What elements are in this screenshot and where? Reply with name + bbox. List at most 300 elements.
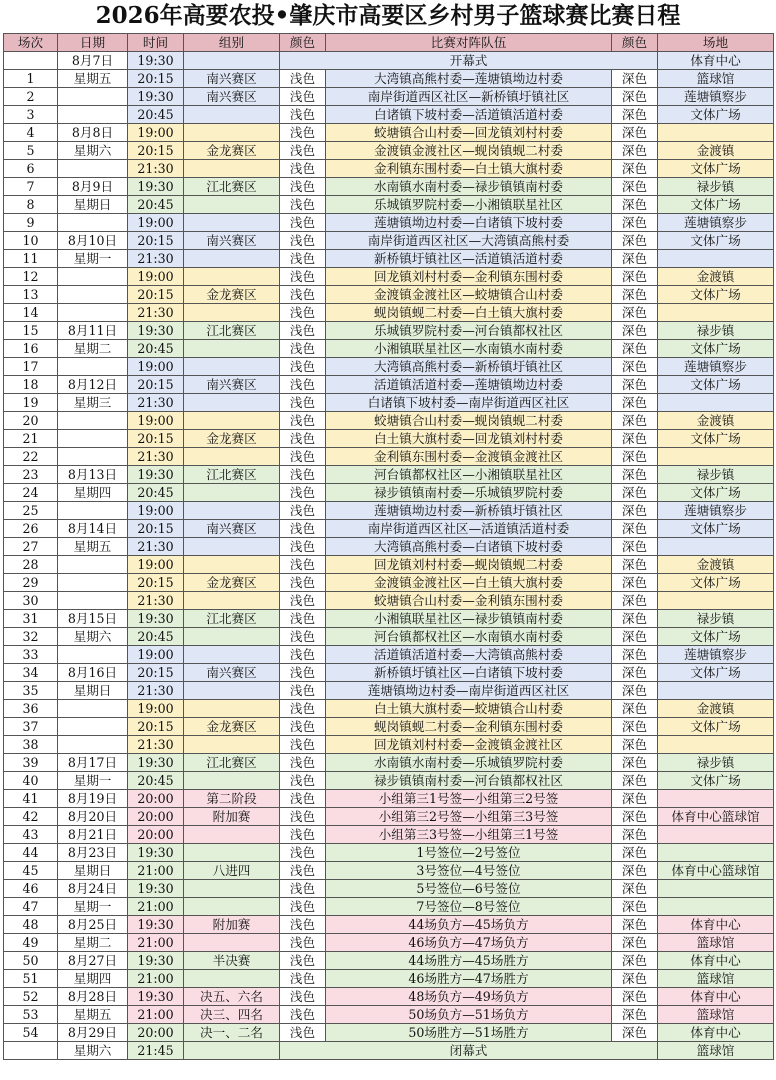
cell-group xyxy=(184,502,280,520)
cell-time: 21:30 xyxy=(128,736,184,754)
cell-group xyxy=(184,682,280,700)
cell-color-away: 深色 xyxy=(612,304,658,322)
cell-group xyxy=(184,970,280,988)
cell-group xyxy=(184,358,280,376)
cell-group: 第二阶段 xyxy=(184,790,280,808)
cell-time: 19:30 xyxy=(128,880,184,898)
cell-match-no: 46 xyxy=(4,880,58,898)
cell-color-home: 浅色 xyxy=(280,736,326,754)
cell-match-no: 48 xyxy=(4,916,58,934)
cell-date xyxy=(58,502,128,520)
cell-time: 19:00 xyxy=(128,268,184,286)
cell-matchup: 莲塘镇坳边村委—新桥镇圩镇社区 xyxy=(326,502,612,520)
cell-group xyxy=(184,592,280,610)
cell-date: 8月21日 xyxy=(58,826,128,844)
table-row xyxy=(4,610,774,628)
cell-color-home: 浅色 xyxy=(280,448,326,466)
cell-venue: 文体广场 xyxy=(658,340,774,358)
cell-match-no: 27 xyxy=(4,538,58,556)
cell-matchup: 禄步镇镇南村委—乐城镇罗院村委 xyxy=(326,484,612,502)
cell-venue: 篮球馆 xyxy=(658,1042,774,1060)
cell-color-away: 深色 xyxy=(612,916,658,934)
cell-match-no: 21 xyxy=(4,430,58,448)
cell-matchup: 回龙镇刘村村委—金利镇东围村委 xyxy=(326,268,612,286)
table-row xyxy=(4,358,774,376)
cell-venue: 篮球馆 xyxy=(658,970,774,988)
cell-time: 20:15 xyxy=(128,142,184,160)
cell-date: 星期五 xyxy=(58,538,128,556)
cell-venue xyxy=(658,790,774,808)
cell-color-home: 浅色 xyxy=(280,574,326,592)
cell-color-home: 浅色 xyxy=(280,70,326,88)
cell-date: 星期六 xyxy=(58,142,128,160)
cell-group: 江北赛区 xyxy=(184,322,280,340)
cell-color-away: 深色 xyxy=(612,106,658,124)
cell-time: 21:30 xyxy=(128,448,184,466)
cell-match-no: 52 xyxy=(4,988,58,1006)
cell-time: 20:45 xyxy=(128,340,184,358)
cell-match-no: 23 xyxy=(4,466,58,484)
cell-date xyxy=(58,430,128,448)
table-row xyxy=(4,322,774,340)
table-row xyxy=(4,970,774,988)
cell-color-away: 深色 xyxy=(612,286,658,304)
table-row xyxy=(4,736,774,754)
cell-group: 附加赛 xyxy=(184,808,280,826)
cell-venue: 禄步镇 xyxy=(658,466,774,484)
cell-match-no: 12 xyxy=(4,268,58,286)
cell-matchup: 白诸镇下坡村委—活道镇活道村委 xyxy=(326,106,612,124)
cell-time: 20:45 xyxy=(128,106,184,124)
cell-date xyxy=(58,700,128,718)
cell-match-no: 25 xyxy=(4,502,58,520)
cell-color-away: 深色 xyxy=(612,178,658,196)
cell-time: 20:45 xyxy=(128,628,184,646)
cell-time: 20:45 xyxy=(128,772,184,790)
cell-matchup: 金渡镇金渡社区—蚬岗镇蚬二村委 xyxy=(326,142,612,160)
cell-match-no: 51 xyxy=(4,970,58,988)
cell-date: 8月20日 xyxy=(58,808,128,826)
cell-venue: 文体广场 xyxy=(658,664,774,682)
cell-matchup: 5号签位—6号签位 xyxy=(326,880,612,898)
cell-venue: 文体广场 xyxy=(658,574,774,592)
cell-color-home: 浅色 xyxy=(280,718,326,736)
cell-venue: 篮球馆 xyxy=(658,70,774,88)
cell-venue xyxy=(658,880,774,898)
cell-matchup: 白土镇大旗村委—蛟塘镇合山村委 xyxy=(326,700,612,718)
cell-time: 19:30 xyxy=(128,52,184,70)
cell-venue: 莲塘镇察步 xyxy=(658,358,774,376)
cell-date: 星期日 xyxy=(58,862,128,880)
cell-venue: 禄步镇 xyxy=(658,610,774,628)
cell-time: 19:00 xyxy=(128,646,184,664)
cell-venue xyxy=(658,304,774,322)
cell-color-home: 浅色 xyxy=(280,916,326,934)
cell-date: 8月14日 xyxy=(58,520,128,538)
table-row xyxy=(4,556,774,574)
cell-time: 20:15 xyxy=(128,376,184,394)
cell-color-home: 浅色 xyxy=(280,340,326,358)
cell-color-home: 浅色 xyxy=(280,466,326,484)
table-row xyxy=(4,628,774,646)
cell-date xyxy=(58,88,128,106)
cell-time: 19:30 xyxy=(128,754,184,772)
cell-time: 21:30 xyxy=(128,394,184,412)
cell-venue: 篮球馆 xyxy=(658,1006,774,1024)
cell-ceremony: 开幕式 xyxy=(280,52,658,70)
cell-venue xyxy=(658,394,774,412)
cell-venue: 文体广场 xyxy=(658,484,774,502)
cell-match-no: 37 xyxy=(4,718,58,736)
cell-color-away: 深色 xyxy=(612,1024,658,1042)
table-row xyxy=(4,790,774,808)
cell-color-away: 深色 xyxy=(612,160,658,178)
cell-match-no: 53 xyxy=(4,1006,58,1024)
cell-date xyxy=(58,736,128,754)
cell-group xyxy=(184,214,280,232)
table-row xyxy=(4,988,774,1006)
cell-date xyxy=(58,412,128,430)
cell-color-away: 深色 xyxy=(612,754,658,772)
cell-time: 20:15 xyxy=(128,718,184,736)
cell-color-away: 深色 xyxy=(612,358,658,376)
cell-color-home: 浅色 xyxy=(280,394,326,412)
cell-color-away: 深色 xyxy=(612,538,658,556)
cell-color-home: 浅色 xyxy=(280,304,326,322)
table-row xyxy=(4,106,774,124)
cell-venue: 文体广场 xyxy=(658,106,774,124)
cell-venue: 禄步镇 xyxy=(658,178,774,196)
cell-group: 江北赛区 xyxy=(184,754,280,772)
cell-venue: 篮球馆 xyxy=(658,934,774,952)
cell-time: 20:15 xyxy=(128,520,184,538)
cell-time: 21:30 xyxy=(128,538,184,556)
table-row xyxy=(4,1006,774,1024)
cell-matchup: 南岸街道西区社区—大湾镇高熊村委 xyxy=(326,232,612,250)
cell-matchup: 金渡镇金渡社区—白土镇大旗村委 xyxy=(326,574,612,592)
cell-group xyxy=(184,772,280,790)
cell-color-away: 深色 xyxy=(612,1006,658,1024)
table-row xyxy=(4,142,774,160)
cell-matchup: 3号签位—4号签位 xyxy=(326,862,612,880)
schedule-table xyxy=(3,33,774,1060)
cell-color-home: 浅色 xyxy=(280,88,326,106)
table-row xyxy=(4,826,774,844)
cell-matchup: 蛟塘镇合山村委—金利镇东围村委 xyxy=(326,592,612,610)
cell-match-no: 1 xyxy=(4,70,58,88)
cell-group: 南兴赛区 xyxy=(184,664,280,682)
cell-group xyxy=(184,844,280,862)
cell-matchup: 小湘镇联星社区—禄步镇镇南村委 xyxy=(326,610,612,628)
cell-color-home: 浅色 xyxy=(280,232,326,250)
cell-color-home: 浅色 xyxy=(280,952,326,970)
cell-group xyxy=(184,826,280,844)
header-matchup: 比赛对阵队伍 xyxy=(326,34,612,52)
cell-venue: 文体广场 xyxy=(658,628,774,646)
cell-match-no: 14 xyxy=(4,304,58,322)
cell-group: 南兴赛区 xyxy=(184,520,280,538)
cell-venue: 文体广场 xyxy=(658,232,774,250)
cell-date xyxy=(58,160,128,178)
cell-color-home: 浅色 xyxy=(280,160,326,178)
cell-match-no: 6 xyxy=(4,160,58,178)
cell-date: 8月24日 xyxy=(58,880,128,898)
cell-date: 8月17日 xyxy=(58,754,128,772)
cell-matchup: 大湾镇高熊村委—新桥镇圩镇社区 xyxy=(326,358,612,376)
cell-matchup: 大湾镇高熊村委—莲塘镇坳边村委 xyxy=(326,70,612,88)
cell-match-no: 29 xyxy=(4,574,58,592)
cell-time: 19:30 xyxy=(128,610,184,628)
cell-match-no: 8 xyxy=(4,196,58,214)
cell-group xyxy=(184,340,280,358)
cell-venue: 莲塘镇察步 xyxy=(658,502,774,520)
cell-matchup: 金渡镇金渡社区—蛟塘镇合山村委 xyxy=(326,286,612,304)
table-row xyxy=(4,160,774,178)
cell-matchup: 大湾镇高熊村委—白诸镇下坡村委 xyxy=(326,538,612,556)
table-row xyxy=(4,934,774,952)
table-row xyxy=(4,844,774,862)
cell-matchup: 小组第三2号签—小组第三3号签 xyxy=(326,808,612,826)
cell-group xyxy=(184,412,280,430)
cell-time: 20:00 xyxy=(128,826,184,844)
cell-time: 20:45 xyxy=(128,196,184,214)
cell-match-no: 42 xyxy=(4,808,58,826)
cell-color-home: 浅色 xyxy=(280,970,326,988)
cell-ceremony: 闭幕式 xyxy=(280,1042,658,1060)
cell-date xyxy=(58,556,128,574)
cell-date: 8月23日 xyxy=(58,844,128,862)
cell-matchup: 南岸街道西区社区—活道镇活道村委 xyxy=(326,520,612,538)
cell-time: 19:00 xyxy=(128,556,184,574)
cell-color-away: 深色 xyxy=(612,484,658,502)
cell-matchup: 44场负方—45场负方 xyxy=(326,916,612,934)
cell-color-home: 浅色 xyxy=(280,646,326,664)
table-row xyxy=(4,682,774,700)
cell-date: 星期二 xyxy=(58,340,128,358)
cell-match-no: 7 xyxy=(4,178,58,196)
cell-color-home: 浅色 xyxy=(280,124,326,142)
cell-match-no: 40 xyxy=(4,772,58,790)
table-row xyxy=(4,178,774,196)
cell-color-away: 深色 xyxy=(612,70,658,88)
cell-group xyxy=(184,484,280,502)
cell-color-away: 深色 xyxy=(612,880,658,898)
cell-match-no: 4 xyxy=(4,124,58,142)
table-row xyxy=(4,520,774,538)
table-row xyxy=(4,646,774,664)
cell-color-away: 深色 xyxy=(612,934,658,952)
cell-color-home: 浅色 xyxy=(280,790,326,808)
cell-time: 21:30 xyxy=(128,682,184,700)
cell-color-away: 深色 xyxy=(612,214,658,232)
cell-date: 星期日 xyxy=(58,682,128,700)
cell-match-no: 31 xyxy=(4,610,58,628)
cell-match-no: 34 xyxy=(4,664,58,682)
cell-color-away: 深色 xyxy=(612,736,658,754)
cell-color-home: 浅色 xyxy=(280,430,326,448)
cell-time: 20:15 xyxy=(128,664,184,682)
cell-date xyxy=(58,646,128,664)
cell-date: 星期一 xyxy=(58,898,128,916)
table-row xyxy=(4,214,774,232)
table-row xyxy=(4,772,774,790)
cell-match-no: 36 xyxy=(4,700,58,718)
table-row xyxy=(4,430,774,448)
cell-date xyxy=(58,268,128,286)
cell-match-no: 13 xyxy=(4,286,58,304)
cell-time: 20:15 xyxy=(128,574,184,592)
table-row xyxy=(4,196,774,214)
cell-color-home: 浅色 xyxy=(280,772,326,790)
cell-match-no: 32 xyxy=(4,628,58,646)
table-row xyxy=(4,394,774,412)
cell-matchup: 水南镇水南村委—乐城镇罗院村委 xyxy=(326,754,612,772)
cell-matchup: 回龙镇刘村村委—蚬岗镇蚬二村委 xyxy=(326,556,612,574)
cell-group xyxy=(184,304,280,322)
cell-color-away: 深色 xyxy=(612,988,658,1006)
cell-venue xyxy=(658,682,774,700)
cell-group xyxy=(184,124,280,142)
cell-group: 南兴赛区 xyxy=(184,70,280,88)
cell-color-home: 浅色 xyxy=(280,592,326,610)
cell-venue: 文体广场 xyxy=(658,430,774,448)
cell-match-no: 38 xyxy=(4,736,58,754)
cell-color-home: 浅色 xyxy=(280,142,326,160)
cell-matchup: 50场负方—51场负方 xyxy=(326,1006,612,1024)
cell-date xyxy=(58,286,128,304)
cell-color-away: 深色 xyxy=(612,430,658,448)
cell-date xyxy=(58,574,128,592)
cell-date: 星期五 xyxy=(58,70,128,88)
cell-date xyxy=(58,214,128,232)
cell-venue: 体育中心 xyxy=(658,952,774,970)
cell-date: 星期六 xyxy=(58,628,128,646)
table-row xyxy=(4,952,774,970)
cell-venue: 文体广场 xyxy=(658,286,774,304)
cell-date: 8月12日 xyxy=(58,376,128,394)
cell-match-no: 50 xyxy=(4,952,58,970)
table-header-row xyxy=(4,34,774,52)
cell-match-no: 5 xyxy=(4,142,58,160)
cell-time: 20:00 xyxy=(128,808,184,826)
table-row xyxy=(4,574,774,592)
table-row xyxy=(4,448,774,466)
cell-venue: 文体广场 xyxy=(658,196,774,214)
cell-color-home: 浅色 xyxy=(280,538,326,556)
table-row xyxy=(4,700,774,718)
cell-match-no: 26 xyxy=(4,520,58,538)
cell-color-home: 浅色 xyxy=(280,934,326,952)
table-row xyxy=(4,1042,774,1060)
cell-color-away: 深色 xyxy=(612,340,658,358)
cell-color-home: 浅色 xyxy=(280,700,326,718)
cell-venue: 体育中心 xyxy=(658,916,774,934)
table-row xyxy=(4,286,774,304)
cell-date: 8月8日 xyxy=(58,124,128,142)
cell-venue: 莲塘镇察步 xyxy=(658,88,774,106)
cell-date xyxy=(58,592,128,610)
cell-matchup: 活道镇活道村委—大湾镇高熊村委 xyxy=(326,646,612,664)
cell-color-away: 深色 xyxy=(612,448,658,466)
cell-match-no: 2 xyxy=(4,88,58,106)
cell-group xyxy=(184,934,280,952)
cell-color-away: 深色 xyxy=(612,574,658,592)
cell-group xyxy=(184,448,280,466)
cell-group: 金龙赛区 xyxy=(184,142,280,160)
cell-color-away: 深色 xyxy=(612,664,658,682)
header-group: 组别 xyxy=(184,34,280,52)
cell-date xyxy=(58,106,128,124)
cell-match-no: 44 xyxy=(4,844,58,862)
cell-venue xyxy=(658,844,774,862)
cell-match-no: 33 xyxy=(4,646,58,664)
cell-color-away: 深色 xyxy=(612,322,658,340)
cell-venue: 禄步镇 xyxy=(658,754,774,772)
header-venue: 场地 xyxy=(658,34,774,52)
cell-color-away: 深色 xyxy=(612,466,658,484)
table-row xyxy=(4,862,774,880)
cell-venue: 体育中心 xyxy=(658,1024,774,1042)
cell-color-home: 浅色 xyxy=(280,502,326,520)
cell-color-home: 浅色 xyxy=(280,1024,326,1042)
cell-color-home: 浅色 xyxy=(280,844,326,862)
cell-color-away: 深色 xyxy=(612,700,658,718)
cell-match-no: 28 xyxy=(4,556,58,574)
cell-date: 星期二 xyxy=(58,934,128,952)
cell-venue: 文体广场 xyxy=(658,520,774,538)
cell-date: 星期四 xyxy=(58,484,128,502)
cell-group: 江北赛区 xyxy=(184,610,280,628)
cell-group xyxy=(184,628,280,646)
cell-color-home: 浅色 xyxy=(280,988,326,1006)
cell-color-home: 浅色 xyxy=(280,664,326,682)
cell-time: 20:15 xyxy=(128,286,184,304)
cell-match-no xyxy=(4,1042,58,1060)
cell-venue xyxy=(658,826,774,844)
cell-date: 8月13日 xyxy=(58,466,128,484)
cell-time: 19:30 xyxy=(128,916,184,934)
cell-venue: 金渡镇 xyxy=(658,700,774,718)
cell-date xyxy=(58,358,128,376)
cell-match-no xyxy=(4,52,58,70)
cell-color-home: 浅色 xyxy=(280,880,326,898)
cell-color-away: 深色 xyxy=(612,250,658,268)
cell-date: 8月10日 xyxy=(58,232,128,250)
cell-matchup: 莲塘镇坳边村委—白诸镇下坡村委 xyxy=(326,214,612,232)
cell-group xyxy=(184,556,280,574)
cell-matchup: 白诸镇下坡村委—南岸街道西区社区 xyxy=(326,394,612,412)
cell-venue xyxy=(658,736,774,754)
cell-venue xyxy=(658,448,774,466)
cell-matchup: 小组第三1号签—小组第三2号签 xyxy=(326,790,612,808)
table-row xyxy=(4,718,774,736)
cell-time: 21:00 xyxy=(128,898,184,916)
cell-color-away: 深色 xyxy=(612,556,658,574)
cell-group: 江北赛区 xyxy=(184,466,280,484)
table-row xyxy=(4,250,774,268)
table-row xyxy=(4,70,774,88)
cell-group xyxy=(184,898,280,916)
cell-color-away: 深色 xyxy=(612,88,658,106)
cell-matchup: 水南镇水南村委—禄步镇镇南村委 xyxy=(326,178,612,196)
cell-color-away: 深色 xyxy=(612,196,658,214)
cell-venue xyxy=(658,538,774,556)
cell-match-no: 22 xyxy=(4,448,58,466)
cell-matchup: 1号签位—2号签位 xyxy=(326,844,612,862)
cell-match-no: 47 xyxy=(4,898,58,916)
cell-color-away: 深色 xyxy=(612,898,658,916)
cell-group xyxy=(184,1042,280,1060)
